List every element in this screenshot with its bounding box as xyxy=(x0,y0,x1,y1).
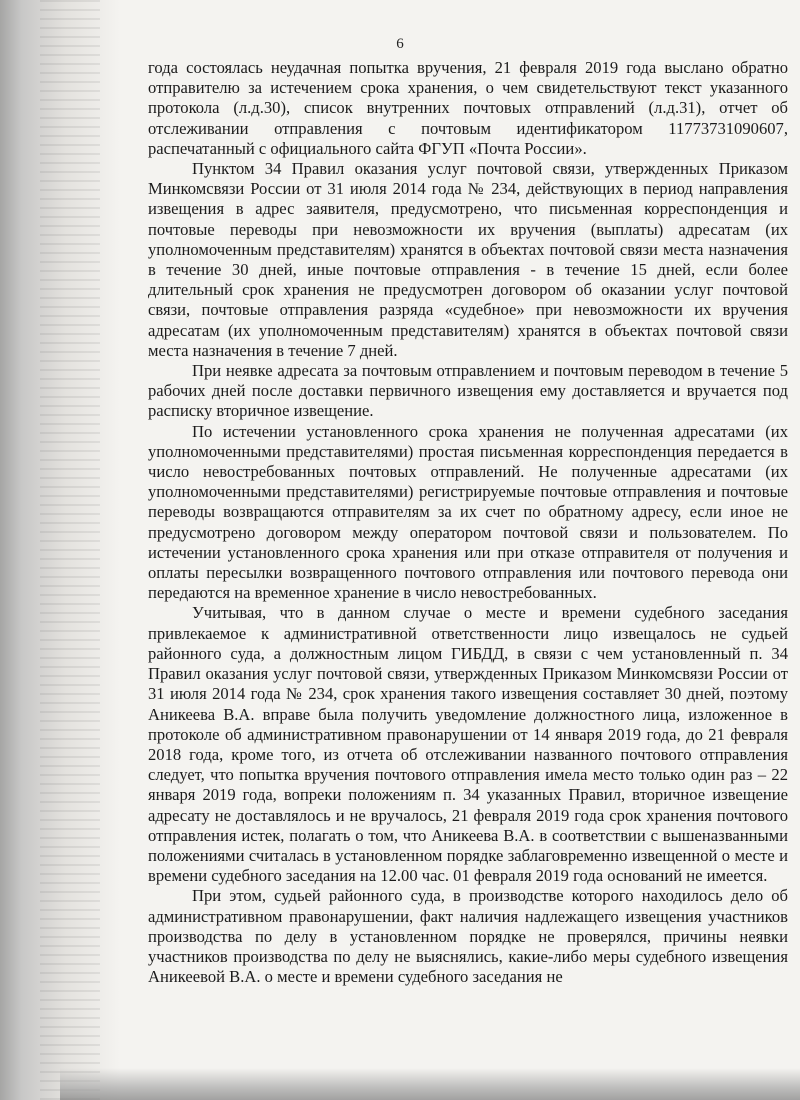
document-body xyxy=(148,58,788,987)
paragraph-4: По истечении установленного срока хранения не полученная адресатами (их уполномоченными представителями) простая письменная корреспонденция передается в число невостребованных почтовых отправлений. Не полученные адресатами (их уполномоченными представителями) регистрируемые почтовые отправления и почтовые переводы возвращаются отправителям за их счет по обратному адресу, если иное не предусмотрено договором между оператором почтовой связи и пользователем. По истечении установленного срока хранения или при отказе отправителя от получения и оплаты пересылки возвращенного почтового отправления или почтового перевода они передаются на временное хранение в число невостребованных. xyxy=(148,421,788,603)
page-number: 6 xyxy=(396,36,404,52)
paragraph-1: года состоялась неудачная попытка вручения, 21 февраля 2019 года выслано обратно отправителю за истечением срока хранения, о чем свидетельствуют текст указанного протокола (л.д.30), список внутренних почтовых отправлений (л.д.31), отчет об отслеживании отправления с почтовым идентификатором 11773731090607, распечатанный с официального сайта ФГУП «Почта России». xyxy=(148,58,788,158)
scan-noise-left xyxy=(40,0,100,1100)
paragraph-2: Пунктом 34 Правил оказания услуг почтовой связи, утвержденных Приказом Минкомсвязи России от 31 июля 2014 года № 234, действующих в период направления извещения в адрес заявителя, предусмотрено, что письменная корреспонденция и почтовые переводы при невозможности их вручения (выплаты) адресатам (их уполномоченным представителям) хранятся в объектах почтовой связи места назначения в течение 30 дней, иные почтовые отправления - в течение 15 дней, если более длительный срок хранения не предусмотрен договором об оказании услуг почтовой связи, почтовые отправления разряда «судебное» при невозможности их вручения адресатам (их уполномоченным представителям) хранятся в объектах почтовой связи места назначения в течение 7 дней. xyxy=(148,159,788,360)
paragraph-5: Учитывая, что в данном случае о месте и времени судебного заседания привлекаемое к административной ответственности лицо извещалось не судьей районного суда, а должностным лицом ГИБДД, в связи с чем установленный п. 34 Правил оказания услуг почтовой связи, утвержденных Приказом Минкомсвязи России от 31 июля 2014 года № 234, срок хранения такого извещения составляет 30 дней, поэтому Аникеева В.А. вправе была получить уведомление должностного лица, изложенное в протоколе об административном правонарушении от 14 января 2019 года, до 21 февраля 2018 года, кроме того, из отчета об отслеживании названного почтового отправления следует, что попытка вручения почтового отправления имела место только один раз – 22 января 2019 года, вопреки положениям п. 34 указанных Правил, вторичное извещение адресату не доставлялось и не вручалось, 21 февраля 2019 года срок хранения почтового отправления истек, полагать о том, что Аникеева В.А. в соответствии с вышеназванными положениями считалась в установленном порядке заблаговременно извещенной о месте и времени судебного заседания на 12.00 час. 01 февраля 2019 года оснований не имеется. xyxy=(148,603,788,886)
scan-shadow-bottom xyxy=(60,1068,800,1100)
paragraph-6: При этом, судьей районного суда, в производстве которого находилось дело об административном правонарушении, факт наличия надлежащего извещения участников производства по делу в установленном порядке не проверялся, причины неявки участников производства по делу не выяснялись, какие-либо меры судебного извещения Аникеевой В.А. о месте и времени судебного заседания не xyxy=(148,886,788,987)
paragraph-3: При неявке адресата за почтовым отправлением и почтовым переводом в течение 5 рабочих дней после доставки первичного извещения ему доставляется и вручается под расписку вторичное извещение. xyxy=(148,361,788,421)
